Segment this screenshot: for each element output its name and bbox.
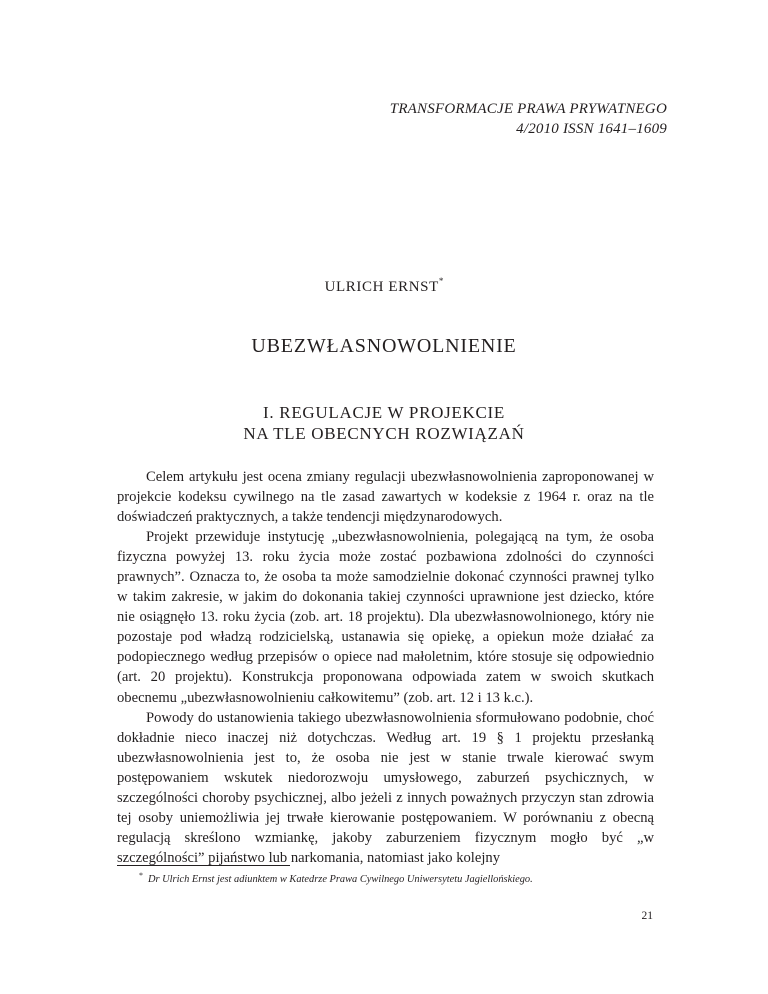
footnote-text: Dr Ulrich Ernst jest adiunktem w Katedrze Prawa Cywilnego Uniwersytetu Jagiellońskiego.	[148, 874, 533, 885]
author-name: ULRICH ERNST	[324, 279, 439, 295]
body-paragraph: Celem artykułu jest ocena zmiany regulacji ubezwłasnowolnienia zaproponowanej w projekcie kodeksu cywilnego na tle zasad zawartych w kodeksie z 1964 r. oraz na tle doświadczeń praktycznych, a także tendencji międzynarodowych.	[117, 469, 654, 526]
section-heading-line-1: I. REGULACJE W PROJEKCIE	[263, 403, 505, 422]
author-footnote-mark: *	[438, 276, 444, 286]
section-heading	[0, 402, 768, 444]
footnote-divider	[117, 865, 290, 866]
journal-issue: 4/2010 ISSN 1641–1609	[516, 121, 667, 137]
body-paragraph: Powody do ustanowienia takiego ubezwłasnowolnienia sformułowano podobnie, choć dokładnie nieco inaczej niż dotychczas. Według art. 19 § 1 projektu przesłanką ubezwłasnowolnienia jest to, że osoba nie jest w stanie trwale kierować swym postępowaniem wskutek niedorozwoju umysłowego, zaburzeń psychicznych, w szczególności choroby psychicznej, albo jeżeli z innych poważnych przyczyn stan zdrowia tej osoby uniemożliwia jej trwałe kierowanie postępowaniem. W porównaniu z obecną regulacją skreślono wzmiankę, jakoby zaburzeniem fizycznym mogło być „w szczególności” pijaństwo lub narkomania, natomiast jako kolejny	[117, 709, 654, 866]
footnote	[139, 869, 659, 887]
footnote-mark: *	[139, 871, 143, 880]
journal-header	[247, 99, 667, 139]
journal-name: TRANSFORMACJE PRAWA PRYWATNEGO	[389, 101, 667, 117]
section-heading-line-2: NA TLE OBECNYCH ROZWIĄZAŃ	[243, 424, 525, 443]
article-body	[117, 467, 654, 868]
author-line	[0, 276, 768, 296]
page-number: 21	[641, 910, 653, 922]
article-title: UBEZWŁASNOWOLNIENIE	[251, 335, 517, 357]
body-paragraph: Projekt przewiduje instytucję „ubezwłasnowolnienia, polegającą na tym, że osoba fizyczna powyżej 13. roku życia może zostać pozbawiona zdolności do czynności prawnych”. Oznacza to, że osoba ta może samodzielnie dokonać czynności prawnej tylko w takim zakresie, w jakim do dokonania takiej czynności uprawnione jest dziecko, które nie osiągnęło 13. roku życia (zob. art. 18 projektu). Dla ubezwłasnowolnionego, który nie pozostaje pod władzą rodzicielską, ustanawia się opiekę, a opiekun może działać za podopiecznego według przepisów o opiece nad małoletnim, które stosuje się odpowiednio (art. 20 projektu). Konstrukcja proponowana odpowiada zatem w swoich skutkach obecnemu „ubezwłasnowolnieniu całkowitemu” (zob. art. 12 i 13 k.c.).	[117, 529, 654, 706]
